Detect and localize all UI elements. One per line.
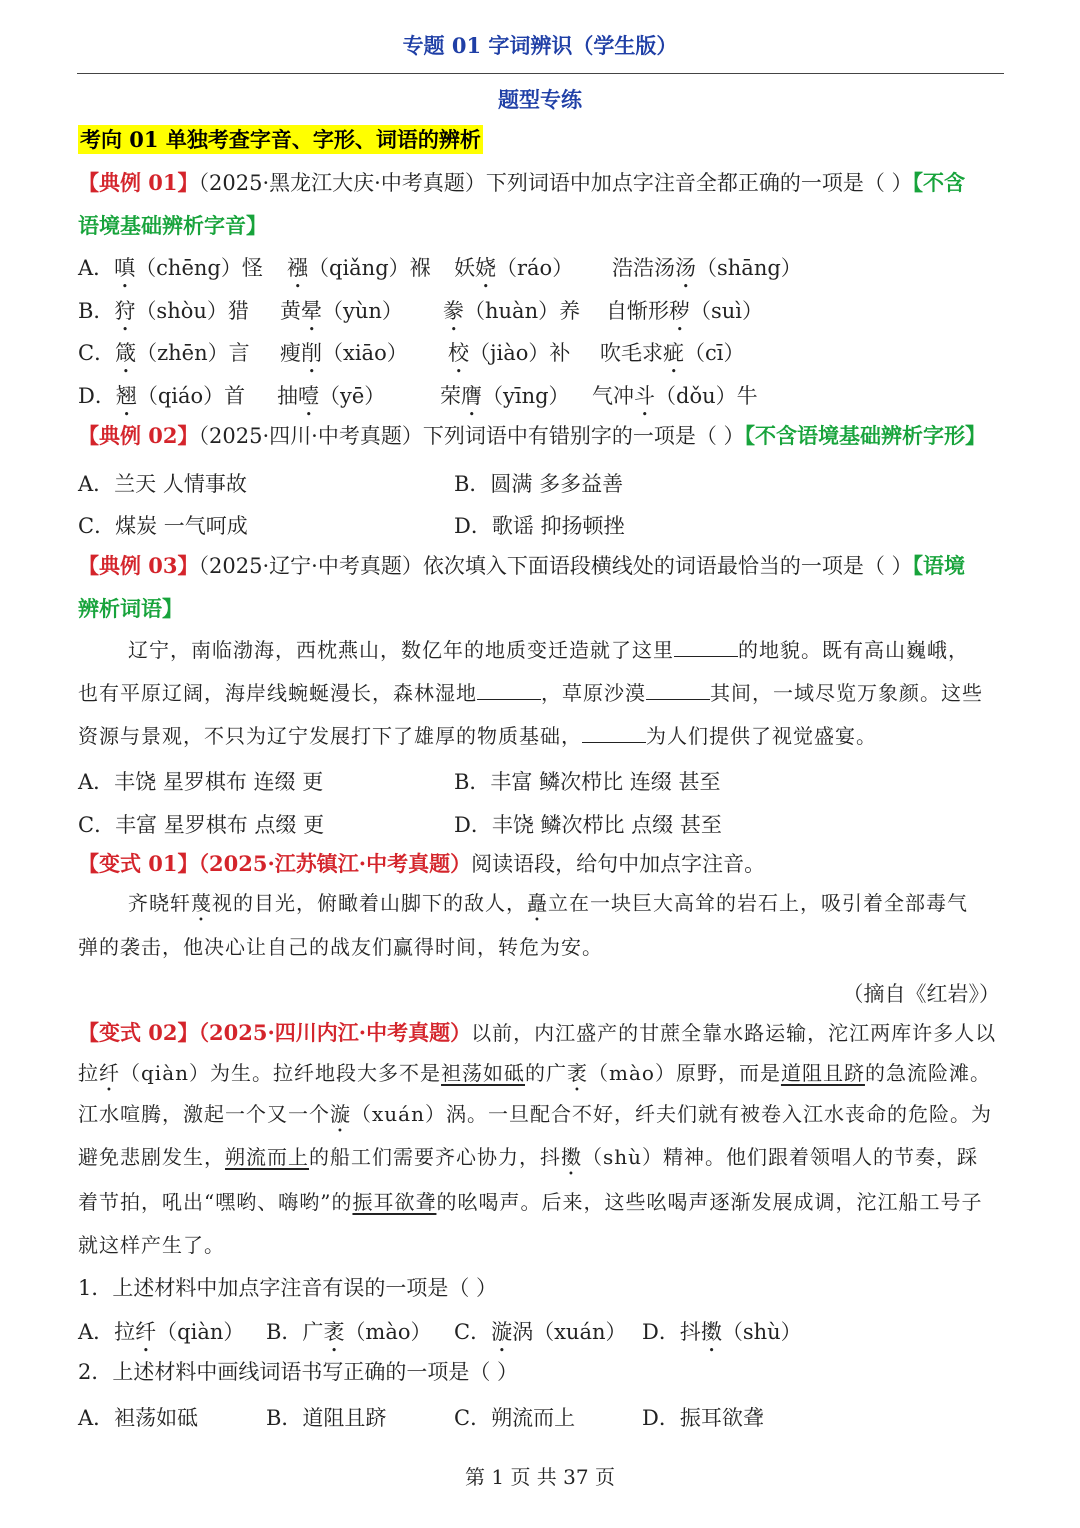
text-segment: 斗 xyxy=(634,384,655,408)
variant-01-passage-line-1 xyxy=(128,891,1054,926)
text-segment: 【典例 03】 xyxy=(78,553,199,578)
text-segment: 翘 xyxy=(115,384,137,408)
text-segment: 纤 xyxy=(99,1061,120,1085)
text-segment: 着节拍，吼出“嘿哟、嗨哟”的 xyxy=(78,1190,353,1214)
text-segment: （qiàn） xyxy=(156,1320,245,1344)
variant-02-question-2: 2．上述材料中画线词语书写正确的一项是（ ） xyxy=(78,1360,519,1384)
text-segment: 自惭形 xyxy=(606,299,669,323)
text-segment: （mào）原野，而是 xyxy=(588,1061,781,1085)
text-segment: （jiào）补 xyxy=(469,341,571,365)
text-segment: （qiáo）首 xyxy=(136,384,246,408)
text-segment: 蔑 xyxy=(191,891,212,915)
example-01-option-b-3 xyxy=(443,295,580,336)
text-segment: （shāng） xyxy=(696,256,802,280)
example-01-option-b-4 xyxy=(606,295,763,336)
example-01-option-d xyxy=(78,380,245,421)
text-segment: 膺 xyxy=(461,384,482,408)
example-01-option-d-3 xyxy=(440,380,570,421)
text-segment: 也有平原辽阔，海岸线蜿蜒漫长，森林湿地 xyxy=(78,681,477,705)
blank-4 xyxy=(582,726,646,743)
text-segment: 【典例 01】 xyxy=(78,170,199,195)
example-01-option-a-4 xyxy=(612,252,802,293)
example-02-option-a: A．兰天 人情事故 xyxy=(78,472,247,496)
text-segment: （2025·江苏镇江·中考真题） xyxy=(198,851,472,876)
example-02-option-d: D．歌谣 抑扬顿挫 xyxy=(454,514,625,538)
text-segment: 道阻且跻 xyxy=(780,1061,865,1085)
variant-02-q2-option-d: D．振耳欲聋 xyxy=(642,1406,764,1430)
text-segment: （xuán）涡。一旦配合不好，纤夫们就有被卷入江水丧命的危险。为 xyxy=(351,1102,992,1126)
text-segment: 的船工们需要齐心协力，抖 xyxy=(309,1145,561,1169)
text-segment: （huàn）养 xyxy=(464,299,581,323)
text-segment: 气冲 xyxy=(592,384,634,408)
text-segment: B． xyxy=(78,299,115,323)
example-01-option-a-2 xyxy=(287,252,431,293)
example-03-passage-line-2 xyxy=(78,681,1004,705)
text-segment: 汤 xyxy=(675,256,696,280)
text-segment: 疵 xyxy=(663,341,684,365)
variant-01-passage-line-2: 弹的袭击，他决心让自己的战友们赢得时间，转危为安。 xyxy=(78,935,603,959)
variant-02-q2-option-a: A．袒荡如砥 xyxy=(78,1406,199,1430)
variant-02-q1-option-c xyxy=(454,1316,627,1357)
text-segment: B．广 xyxy=(266,1320,324,1344)
variant-01-stem xyxy=(78,851,1004,877)
text-segment: 辽宁，南临渤海，西枕燕山，数亿年的地质变迁造就了这里 xyxy=(128,638,674,662)
text-segment: （chēng）怪 xyxy=(135,256,263,280)
document-header-title: 专题 01 字词辨识（学生版） xyxy=(402,33,678,58)
example-01-option-d-2 xyxy=(277,380,385,421)
example-01-option-c xyxy=(78,337,250,378)
text-segment: （shù） xyxy=(721,1320,802,1344)
text-segment: 辨析词语】 xyxy=(78,596,183,621)
text-segment: 嗔 xyxy=(114,256,136,280)
variant-02-q1-option-a xyxy=(78,1316,244,1357)
example-01-option-a-3 xyxy=(454,252,573,293)
text-segment: 袒荡如砥 xyxy=(441,1061,526,1085)
text-segment: 漩 xyxy=(491,1320,513,1344)
example-03-passage-line-1 xyxy=(128,638,1054,662)
example-03-stem-cont xyxy=(78,596,1004,622)
variant-02-q1-option-d xyxy=(642,1316,802,1357)
text-segment: 其间，一域尽览万象颜。这些 xyxy=(710,681,983,705)
blank-3 xyxy=(646,683,710,700)
example-02-option-c: C．煤炭 一气呵成 xyxy=(78,514,248,538)
text-segment: （ráo） xyxy=(496,256,574,280)
text-segment: （yùn） xyxy=(322,299,403,323)
text-segment: 削 xyxy=(301,341,322,365)
example-01-option-c-2 xyxy=(280,337,408,378)
variant-02-passage-line-6: 就这样产生了。 xyxy=(78,1233,225,1257)
text-segment: C． xyxy=(78,341,116,365)
text-segment: D． xyxy=(78,384,116,408)
text-segment: 涡（xuán） xyxy=(512,1320,627,1344)
text-segment: 箴 xyxy=(115,341,137,365)
text-segment: （yē） xyxy=(319,384,386,408)
example-03-stem xyxy=(78,553,1004,579)
text-segment: （suì） xyxy=(690,299,764,323)
text-segment: 擞 xyxy=(700,1320,722,1344)
text-segment: 的吆喝声。后来，这些吆喝声逐渐发展成调，沱江船工号子 xyxy=(436,1190,983,1214)
variant-02-passage-line-4 xyxy=(78,1145,1004,1180)
header-divider xyxy=(77,73,1004,74)
text-segment: 【典例 02】 xyxy=(78,423,199,448)
text-segment: 纤 xyxy=(135,1320,157,1344)
example-01-option-b-2 xyxy=(280,295,403,336)
text-segment: （2025·四川·中考真题）下列词语中有错别字的一项是（ ） xyxy=(198,424,745,448)
text-segment: （qiǎng）褓 xyxy=(308,256,431,280)
text-segment: 【语境 xyxy=(912,553,966,578)
text-segment: 阅读语段，给句中加点字注音。 xyxy=(471,852,766,876)
text-segment: 袤 xyxy=(567,1061,589,1085)
variant-02-stem xyxy=(78,1020,1004,1046)
text-segment: 【不含 xyxy=(912,170,966,195)
example-01-option-b xyxy=(78,295,249,336)
text-segment: 江水喧腾，激起一个又一个 xyxy=(78,1102,330,1126)
example-01-option-c-3 xyxy=(448,337,570,378)
example-01-option-a xyxy=(78,252,263,293)
example-03-option-d: D．丰饶 鳞次栉比 点缀 甚至 xyxy=(454,813,722,837)
text-segment: D．抖 xyxy=(642,1320,701,1344)
section-title: 题型专练 xyxy=(498,87,582,112)
variant-02-passage-line-5 xyxy=(78,1190,1004,1214)
example-03-option-a: A．丰饶 星罗棋布 连缀 更 xyxy=(78,770,324,794)
text-segment: 的广 xyxy=(525,1061,568,1085)
text-segment: （2025·辽宁·中考真题）依次填入下面语段横线处的词语最恰当的一项是（ ） xyxy=(198,554,913,578)
variant-02-question-1: 1．上述材料中加点字注音有误的一项是（ ） xyxy=(78,1276,498,1300)
text-segment: 吹毛求 xyxy=(600,341,663,365)
text-segment: （qiàn）为生。拉纤地段大多不是 xyxy=(120,1061,442,1085)
example-02-stem xyxy=(78,423,1004,449)
text-segment: A．拉 xyxy=(78,1320,136,1344)
text-segment: 语境基础辨析字音】 xyxy=(78,213,267,238)
example-01-stem-cont xyxy=(78,213,1004,239)
text-segment: 瘦 xyxy=(280,341,301,365)
variant-02-passage-line-3 xyxy=(78,1102,1004,1137)
text-segment: （shù）精神。他们跟着领唱人的节奏，踩 xyxy=(582,1145,979,1169)
text-segment: （mào） xyxy=(344,1320,432,1344)
text-segment: （shòu）猎 xyxy=(135,299,249,323)
text-segment: 考向 01 单独考查字音、字形、词语的辨析 xyxy=(80,127,481,152)
text-segment: 袤 xyxy=(323,1320,345,1344)
text-segment: （cī） xyxy=(684,341,745,365)
variant-01-source: （摘自《红岩》） xyxy=(842,982,1000,1006)
example-02-option-b: B．圆满 多多益善 xyxy=(454,472,624,496)
text-segment: 噎 xyxy=(298,384,319,408)
text-segment: （2025·四川内江·中考真题） xyxy=(198,1020,472,1045)
text-segment: 【变式 01】 xyxy=(78,851,199,876)
text-segment: 资源与景观，不只为辽宁发展打下了雄厚的物质基础， xyxy=(78,724,582,748)
text-segment: 荣 xyxy=(440,384,461,408)
text-segment: 朔流而上 xyxy=(225,1145,309,1169)
text-segment: 视的目光，俯瞰着山脚下的敌人， xyxy=(212,891,527,915)
text-segment: 晕 xyxy=(301,299,322,323)
page-footer: 第 1 页 共 37 页 xyxy=(465,1465,615,1489)
text-segment: 狩 xyxy=(114,299,136,323)
text-segment: 的急流险滩。 xyxy=(864,1061,991,1085)
text-segment: 立在一块巨大高耸的岩石上，吸引着全部毒气 xyxy=(548,891,968,915)
variant-02-q2-option-c: C．朔流而上 xyxy=(454,1406,576,1430)
text-segment: （dǒu）牛 xyxy=(655,384,758,408)
text-segment: 黄 xyxy=(280,299,301,323)
example-03-passage-line-3 xyxy=(78,724,1004,748)
text-segment: 避免悲剧发生， xyxy=(78,1145,225,1169)
text-segment: （xiāo） xyxy=(322,341,408,365)
text-segment: 娆 xyxy=(475,256,496,280)
text-segment: A． xyxy=(78,256,115,280)
text-segment: （yīng） xyxy=(482,384,570,408)
example-01-stem xyxy=(78,170,1004,196)
variant-02-q2-option-b: B．道阻且跻 xyxy=(266,1406,387,1430)
example-03-option-b: B．丰富 鳞次栉比 连缀 甚至 xyxy=(454,770,721,794)
text-segment: 【变式 02】 xyxy=(78,1020,199,1045)
text-segment: 浩浩汤 xyxy=(612,256,675,280)
text-segment: 妖 xyxy=(454,256,475,280)
text-segment: 振耳欲聋 xyxy=(352,1190,437,1214)
text-segment: 【不含语境基础辨析字形】 xyxy=(744,423,987,448)
text-segment: 以前，内江盛产的甘蔗全靠水路运输，沱江两库许多人以 xyxy=(471,1021,997,1045)
kaoxiang-heading xyxy=(78,127,1004,153)
example-03-option-c: C．丰富 星罗棋布 点缀 更 xyxy=(78,813,325,837)
text-segment: 秽 xyxy=(669,299,690,323)
variant-02-passage-line-2 xyxy=(78,1061,1004,1096)
text-segment: （2025·黑龙江大庆·中考真题）下列词语中加点字注音全都正确的一项是（ ） xyxy=(198,171,913,195)
text-segment: 擞 xyxy=(561,1145,582,1169)
example-01-option-d-4 xyxy=(592,380,758,421)
text-segment: 抽 xyxy=(277,384,298,408)
blank-1 xyxy=(674,640,738,657)
text-segment: 齐晓轩 xyxy=(128,891,191,915)
text-segment: 漩 xyxy=(330,1102,351,1126)
blank-2 xyxy=(477,683,541,700)
text-segment: 校 xyxy=(448,341,469,365)
text-segment: 为人们提供了视觉盛宴。 xyxy=(646,724,877,748)
text-segment: 襁 xyxy=(287,256,308,280)
text-segment: 矗 xyxy=(527,891,548,915)
text-segment: 豢 xyxy=(443,299,464,323)
text-segment: C． xyxy=(454,1320,492,1344)
text-segment: ，草原沙漠 xyxy=(541,681,646,705)
variant-02-q1-option-b xyxy=(266,1316,432,1357)
text-segment: 拉 xyxy=(78,1061,99,1085)
example-01-option-c-4 xyxy=(600,337,744,378)
text-segment: （zhēn）言 xyxy=(136,341,250,365)
text-segment: 的地貌。既有高山巍峨， xyxy=(738,638,969,662)
